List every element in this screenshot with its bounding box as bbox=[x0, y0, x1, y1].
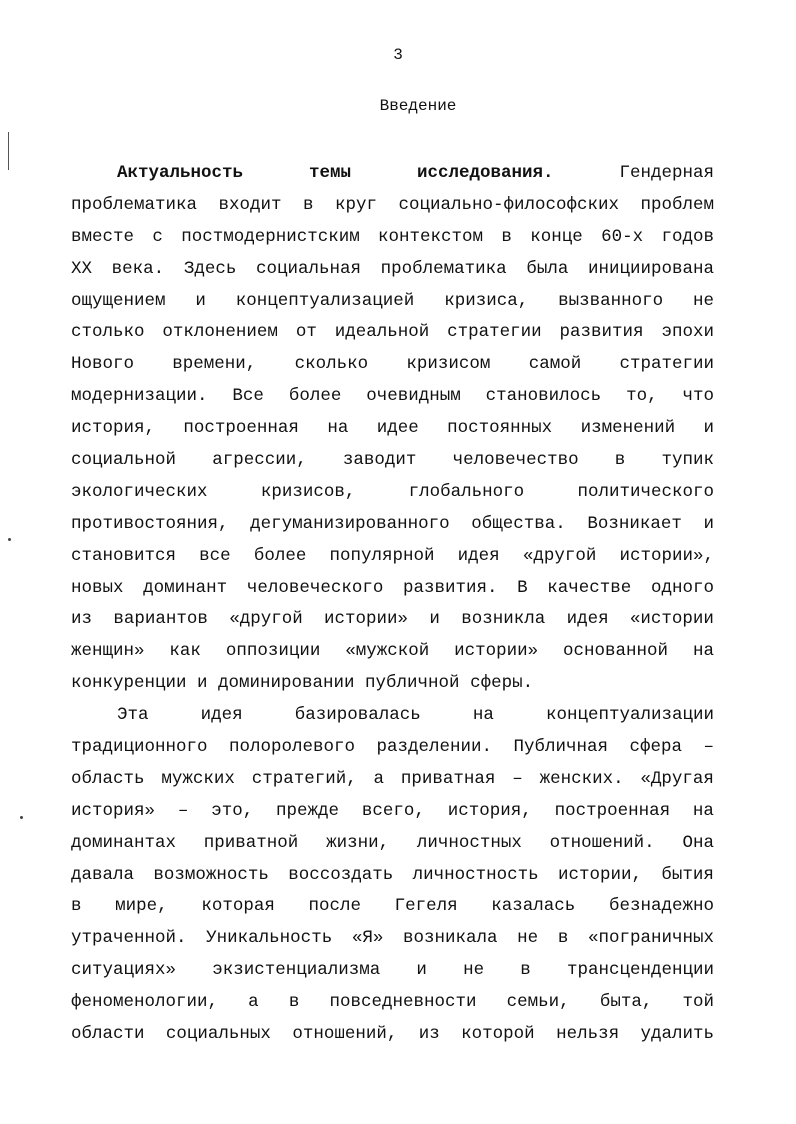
word: мужских bbox=[161, 768, 235, 789]
word: как bbox=[169, 641, 201, 662]
word: возможность bbox=[153, 864, 269, 885]
text-line bbox=[71, 732, 714, 764]
text-line bbox=[71, 700, 714, 732]
word: дегуманизированного bbox=[250, 513, 450, 534]
word: политического bbox=[577, 481, 714, 502]
word: «Другая bbox=[640, 768, 714, 789]
text-line bbox=[71, 668, 714, 700]
text-line bbox=[71, 636, 714, 668]
word: – bbox=[512, 768, 523, 789]
margin-scan-mark bbox=[8, 132, 9, 170]
word: безнадежно bbox=[608, 896, 714, 917]
word: отношений, bbox=[292, 1024, 398, 1045]
word: феноменологии, bbox=[71, 992, 219, 1013]
word: область bbox=[71, 768, 145, 789]
word: в bbox=[501, 226, 512, 247]
word: мире, bbox=[115, 896, 168, 917]
text-line bbox=[71, 317, 714, 349]
word: отношений. bbox=[549, 832, 655, 853]
word: доминантах bbox=[71, 832, 177, 853]
word: социальная bbox=[255, 258, 361, 279]
word: социально-философских bbox=[398, 194, 619, 215]
scan-speck bbox=[20, 816, 23, 819]
text-line bbox=[71, 923, 714, 955]
word: с bbox=[152, 226, 163, 247]
word: модернизации. bbox=[71, 386, 208, 407]
word: идее bbox=[376, 418, 419, 439]
word: идея bbox=[457, 545, 500, 566]
word: прежде bbox=[276, 800, 340, 821]
text-line bbox=[71, 796, 714, 828]
word: воссоздать bbox=[288, 864, 394, 885]
word: стратегии bbox=[447, 322, 542, 343]
word: человечество bbox=[452, 450, 579, 471]
text-line bbox=[71, 955, 714, 987]
word: «пограничных bbox=[587, 928, 714, 949]
word: постмодернистским bbox=[181, 226, 360, 247]
word: социальных bbox=[165, 1024, 271, 1045]
word: от bbox=[295, 322, 317, 343]
word: разделении. bbox=[376, 737, 493, 758]
word: а bbox=[373, 768, 385, 789]
word: XX bbox=[71, 258, 93, 279]
word: самой bbox=[528, 354, 582, 375]
text-line bbox=[71, 445, 714, 477]
word: глобального bbox=[408, 481, 525, 502]
word: В bbox=[517, 577, 528, 598]
word: которой bbox=[461, 1024, 535, 1045]
text-line bbox=[71, 1019, 714, 1051]
word: «мужской bbox=[345, 641, 430, 662]
word: на bbox=[692, 800, 714, 821]
word: после bbox=[308, 896, 361, 917]
word: заводит bbox=[342, 450, 417, 471]
word: бытия bbox=[661, 864, 714, 885]
word: экзистенциализма bbox=[212, 960, 381, 981]
text-line bbox=[71, 860, 714, 892]
scan-speck bbox=[8, 538, 11, 541]
word: 60-х bbox=[601, 226, 644, 247]
text-line bbox=[71, 222, 714, 254]
word: вместе bbox=[71, 226, 135, 247]
text-line bbox=[71, 254, 714, 286]
word: более bbox=[253, 545, 307, 566]
word: а bbox=[248, 992, 259, 1013]
word: одного bbox=[650, 577, 714, 598]
word: из bbox=[418, 1024, 440, 1045]
text-line bbox=[71, 541, 714, 573]
word: была bbox=[526, 258, 569, 279]
word: истории» bbox=[454, 641, 539, 662]
word: основанной bbox=[563, 641, 669, 662]
word: концептуализацией bbox=[235, 290, 415, 311]
text-line bbox=[71, 381, 714, 413]
text-line bbox=[71, 509, 714, 541]
word: и bbox=[195, 290, 206, 311]
word: все bbox=[199, 545, 231, 566]
word: Здесь bbox=[183, 258, 237, 279]
word: удалить bbox=[640, 1024, 714, 1045]
word: Актуальность bbox=[117, 163, 244, 183]
word: – bbox=[177, 800, 189, 821]
word: личностных bbox=[416, 832, 522, 853]
word: в bbox=[302, 194, 314, 215]
word: женщин» bbox=[71, 641, 145, 662]
word: на bbox=[472, 705, 494, 726]
text-line bbox=[71, 604, 714, 636]
word: Публичная bbox=[513, 737, 609, 758]
word: построенная bbox=[554, 800, 671, 821]
word: полоролевого bbox=[229, 737, 356, 758]
word: века. bbox=[111, 258, 165, 279]
word: история, bbox=[447, 800, 532, 821]
word: личностность bbox=[412, 864, 539, 885]
word: традиционного bbox=[71, 737, 208, 758]
word: становится bbox=[71, 545, 177, 566]
word: новых bbox=[71, 577, 124, 598]
word: времени, bbox=[172, 354, 257, 375]
word: Уникальность bbox=[206, 928, 333, 949]
body-text bbox=[71, 158, 714, 1051]
word: быта, bbox=[599, 992, 653, 1013]
word: «истории bbox=[629, 609, 714, 630]
word: которая bbox=[201, 896, 275, 917]
word: противостояния, bbox=[71, 513, 229, 534]
word: возникла bbox=[461, 609, 546, 630]
word: Все bbox=[232, 386, 264, 407]
word: исследования. bbox=[416, 163, 554, 183]
word: не bbox=[692, 290, 714, 311]
word: стратегий, bbox=[251, 768, 357, 789]
word: круг bbox=[334, 194, 377, 215]
section-heading: Введение bbox=[379, 97, 457, 115]
word: не bbox=[517, 928, 539, 949]
word: вариантов bbox=[113, 609, 208, 630]
text-line bbox=[71, 828, 714, 860]
word: не bbox=[463, 960, 485, 981]
word: общества. bbox=[471, 513, 566, 534]
word: и bbox=[416, 960, 427, 981]
word: стратегии bbox=[619, 354, 714, 375]
word: и bbox=[703, 418, 714, 439]
text-line bbox=[71, 987, 714, 1019]
word: Эта bbox=[117, 705, 149, 726]
word: концептуализации bbox=[545, 705, 714, 726]
word: эпохи bbox=[661, 322, 714, 343]
word: нельзя bbox=[556, 1024, 620, 1045]
word: на bbox=[692, 641, 714, 662]
text-line bbox=[71, 573, 714, 605]
word: – bbox=[703, 737, 714, 758]
word: построенная bbox=[183, 418, 299, 439]
word: сфера bbox=[629, 737, 682, 758]
word: той bbox=[682, 992, 714, 1013]
paragraph bbox=[71, 158, 714, 700]
word: проблематика bbox=[380, 258, 507, 279]
word: истории, bbox=[558, 864, 643, 885]
word: проблем bbox=[640, 194, 714, 215]
word: социальной bbox=[71, 450, 177, 471]
word: из bbox=[71, 609, 93, 630]
word: темы bbox=[309, 163, 352, 183]
text-line bbox=[71, 286, 714, 318]
word: это, bbox=[211, 800, 254, 821]
text-line bbox=[71, 764, 714, 796]
word: входит bbox=[218, 194, 282, 215]
word: столько bbox=[71, 322, 145, 343]
word: «Я» bbox=[351, 928, 384, 949]
word: женских. bbox=[539, 768, 624, 789]
word: истории» bbox=[324, 609, 409, 630]
text-line bbox=[71, 891, 714, 923]
word: кризисом bbox=[406, 354, 491, 375]
text-line bbox=[71, 413, 714, 445]
word: что bbox=[682, 386, 714, 407]
word: ощущением bbox=[71, 290, 166, 311]
word: человеческого bbox=[246, 577, 384, 598]
word: конкуренции и доминировании публичной сферы. bbox=[71, 673, 534, 694]
word: Гегеля bbox=[394, 896, 458, 917]
word: утраченной. bbox=[71, 928, 187, 949]
word: годов bbox=[661, 226, 714, 247]
word: повседневности bbox=[329, 992, 477, 1013]
word: базировалась bbox=[294, 705, 421, 726]
word: постоянных bbox=[447, 418, 553, 439]
word: качестве bbox=[547, 577, 632, 598]
word: агрессии, bbox=[212, 450, 307, 471]
text-line bbox=[71, 158, 714, 190]
text-line bbox=[71, 349, 714, 381]
word: «другой bbox=[522, 545, 597, 566]
word: сколько bbox=[294, 354, 369, 375]
word: приватная bbox=[400, 768, 496, 789]
word: экологических bbox=[71, 481, 208, 502]
word: Гендерная bbox=[619, 163, 714, 183]
word: и bbox=[429, 609, 440, 630]
page-number: 3 bbox=[393, 46, 403, 64]
word: контекстом bbox=[378, 226, 484, 247]
word: в bbox=[520, 960, 531, 981]
word: жизни, bbox=[326, 832, 390, 853]
word: «другой bbox=[229, 609, 303, 630]
paragraph bbox=[71, 700, 714, 1051]
word: конце bbox=[530, 226, 583, 247]
word: семьи, bbox=[506, 992, 570, 1013]
word: на bbox=[327, 418, 349, 439]
word: ситуациях» bbox=[71, 960, 177, 981]
word: более bbox=[288, 386, 342, 407]
word: в bbox=[288, 992, 300, 1013]
word: история» bbox=[71, 800, 156, 821]
word: трансценденции bbox=[566, 960, 714, 981]
word: история, bbox=[71, 418, 156, 439]
word: кризиса, bbox=[444, 290, 529, 311]
word: отклонением bbox=[162, 322, 278, 343]
word: и bbox=[703, 513, 714, 534]
word: популярной bbox=[329, 545, 435, 566]
word: очевидным bbox=[366, 386, 461, 407]
word: казалась bbox=[491, 896, 576, 917]
word: оппозиции bbox=[225, 641, 321, 662]
word: давала bbox=[71, 864, 135, 885]
word: в bbox=[557, 928, 569, 949]
word: становилось bbox=[485, 386, 602, 407]
text-line bbox=[71, 190, 714, 222]
word: изменений bbox=[580, 418, 676, 439]
word: в bbox=[71, 896, 82, 917]
word: Нового bbox=[71, 354, 135, 375]
word: развития. bbox=[402, 577, 498, 598]
word: идеальной bbox=[334, 322, 430, 343]
word: доминант bbox=[143, 577, 228, 598]
word: Возникает bbox=[587, 513, 682, 534]
word: истории», bbox=[619, 545, 714, 566]
word: приватной bbox=[203, 832, 299, 853]
word: возникала bbox=[403, 928, 498, 949]
word: всего, bbox=[361, 800, 425, 821]
word: тупик bbox=[661, 450, 714, 471]
word: идея bbox=[200, 705, 243, 726]
word: вызванного bbox=[558, 290, 664, 311]
word: проблематика bbox=[71, 194, 198, 215]
word: то, bbox=[626, 386, 658, 407]
word: Она bbox=[682, 832, 714, 853]
word: развития bbox=[559, 322, 644, 343]
word: кризисов, bbox=[260, 481, 356, 502]
word: области bbox=[71, 1024, 145, 1045]
word: инициирована bbox=[587, 258, 714, 279]
text-line bbox=[71, 477, 714, 509]
word: в bbox=[614, 450, 626, 471]
word: идея bbox=[566, 609, 609, 630]
